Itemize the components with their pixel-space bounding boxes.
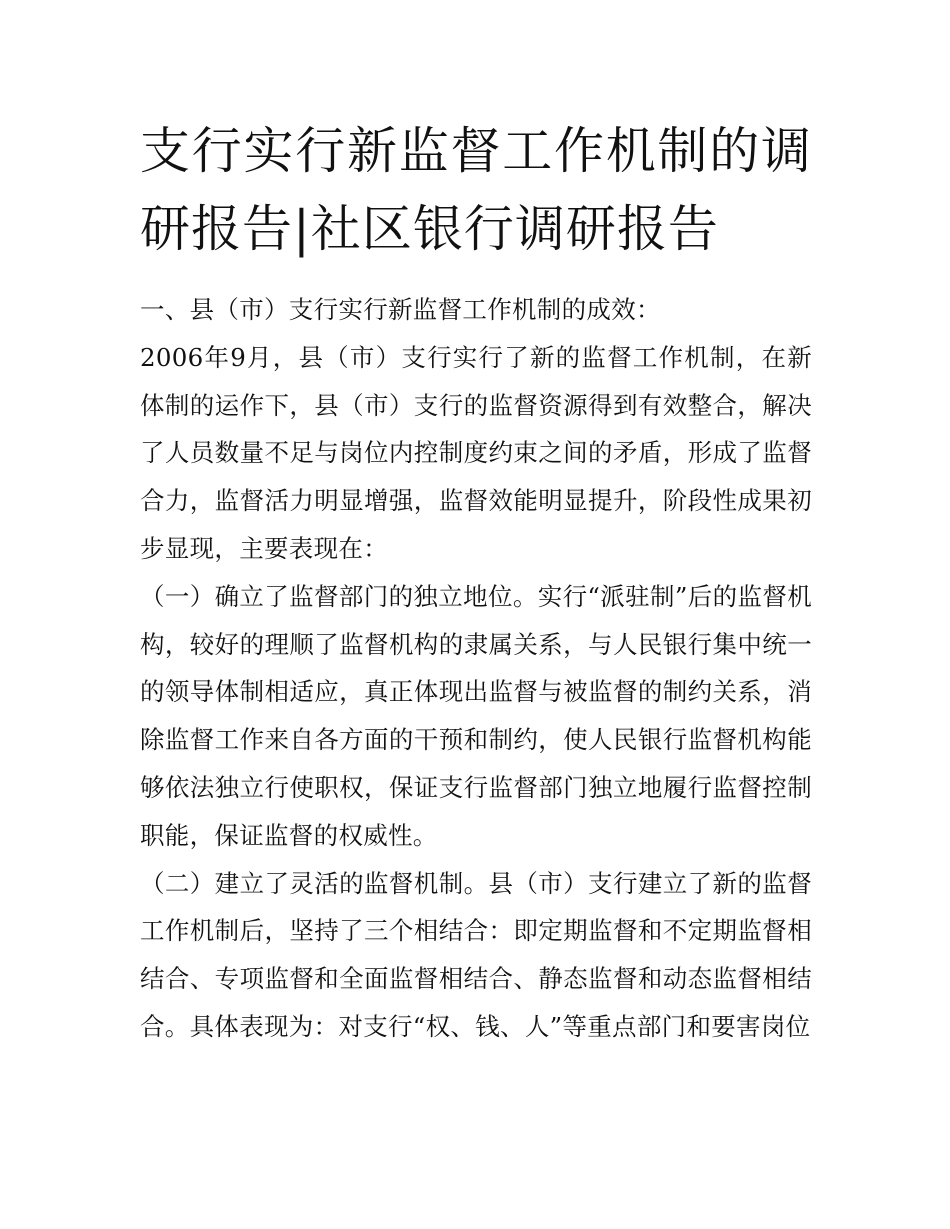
paragraph-section-heading: 一、县（市）支行实行新监督工作机制的成效：	[140, 295, 661, 324]
document-page	[140, 112, 812, 1051]
paragraph-intro: 2006年9月，县（市）支行实行了新的监督工作机制，在新体制的运作下，县（市）支行的监督资源得到有效整合，解决了人员数量不足与岗位内控制度约束之间的矛盾，形成了监督合力，监督活力明显增强，监督效能明显提升，阶段性成果初步显现，主要表现在：	[140, 342, 812, 563]
document-body	[140, 286, 812, 1051]
paragraph-point-two: （二）建立了灵活的监督机制。县（市）支行建立了新的监督工作机制后，坚持了三个相结合：即定期监督和不定期监督相结合、专项监督和全面监督相结合、静态监督和动态监督相结合。具体表现为：对支行“权、钱、人”等重点部门和要害岗位	[140, 868, 812, 1041]
document-title: 支行实行新监督工作机制的调研报告|社区银行调研报告	[140, 122, 812, 258]
paragraph-point-one: （一）确立了监督部门的独立地位。实行“派驻制”后的监督机构，较好的理顺了监督机构的隶属关系，与人民银行集中统一的领导体制相适应，真正体现出监督与被监督的制约关系，消除监督工作来自各方面的干预和制约，使人民银行监督机构能够依法独立行使职权，保证支行监督部门独立地履行监督控制职能，保证监督的权威性。	[140, 581, 812, 850]
